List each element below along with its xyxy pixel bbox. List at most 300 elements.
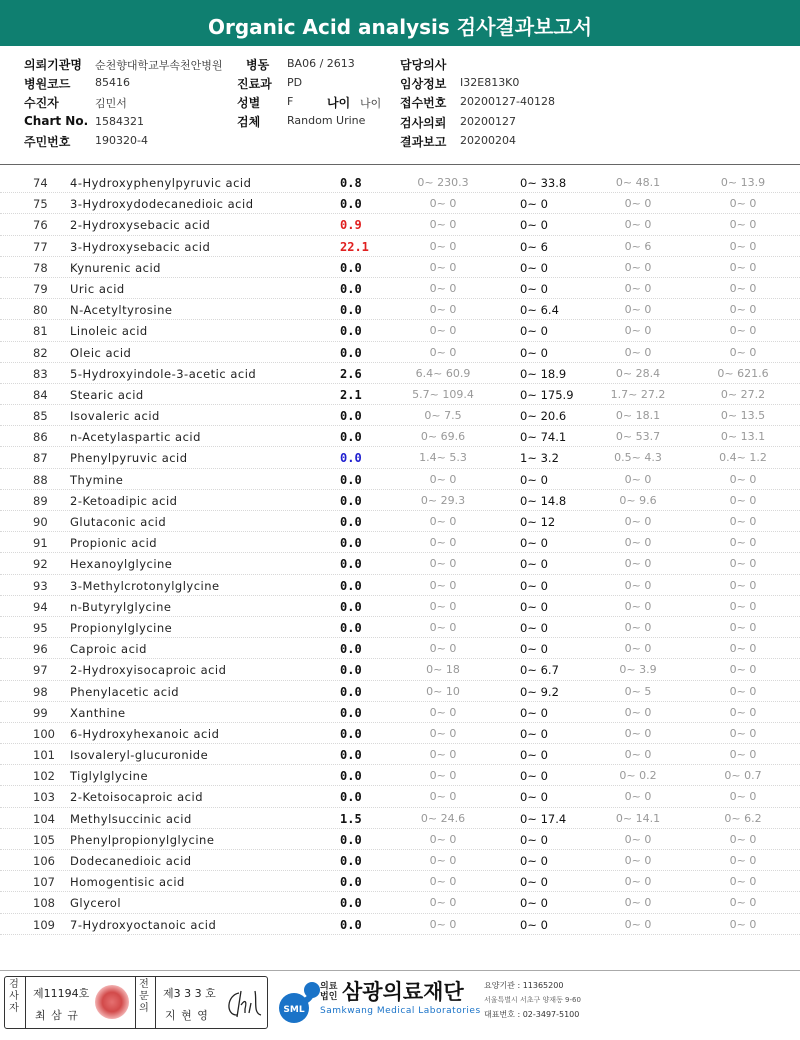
analyte-name: Isovaleryl-glucuronide xyxy=(70,748,209,763)
reference-range-1: 5.7~ 109.4 xyxy=(412,387,474,401)
reference-range-2: 0~ 0 xyxy=(520,557,548,572)
report-date-value: 20200204 xyxy=(460,134,516,147)
analyte-name: Phenylacetic acid xyxy=(70,684,180,699)
row-number: 80 xyxy=(33,303,48,318)
analyte-name: Propionic acid xyxy=(70,536,158,551)
table-row xyxy=(0,405,800,426)
result-value: 1.5 xyxy=(340,811,362,826)
row-number: 74 xyxy=(33,176,48,190)
org-address: 서울특별시 서초구 양재동 9-60 xyxy=(484,996,581,1004)
reference-range-3: 0~ 0 xyxy=(624,260,652,274)
reference-range-2: 0~ 6 xyxy=(520,239,548,254)
reference-range-2: 0~ 0 xyxy=(520,769,548,784)
result-value: 0.0 xyxy=(340,599,362,614)
reference-range-2: 0~ 6.7 xyxy=(520,663,559,678)
table-row xyxy=(0,596,800,617)
footer-divider xyxy=(0,970,800,971)
reference-range-4: 0~ 0 xyxy=(729,578,757,592)
reference-range-2: 0~ 0 xyxy=(520,599,548,614)
reference-range-4: 0~ 0 xyxy=(729,218,757,232)
reference-range-1: 0~ 0 xyxy=(429,917,457,931)
reference-range-4: 0~ 13.1 xyxy=(720,430,766,444)
reference-range-1: 0~ 0 xyxy=(429,239,457,253)
table-row xyxy=(0,172,800,193)
table-row xyxy=(0,447,800,468)
hospital-code-value: 85416 xyxy=(95,76,130,89)
reference-range-3: 0~ 0 xyxy=(624,324,652,338)
examiner-vertical-label: 검사자 xyxy=(9,979,19,1014)
logo-abbr: SML xyxy=(283,1005,305,1015)
result-value: 0.0 xyxy=(340,620,362,635)
row-number: 83 xyxy=(33,366,48,381)
reference-range-4: 0~ 621.6 xyxy=(717,366,769,380)
reference-range-2: 0~ 6.4 xyxy=(520,303,559,318)
reference-range-1: 0~ 0 xyxy=(429,620,457,634)
reference-range-1: 0~ 0 xyxy=(429,726,457,740)
result-value: 0.0 xyxy=(340,409,362,424)
reference-range-3: 0~ 9.6 xyxy=(619,493,657,507)
reference-range-3: 0~ 0 xyxy=(624,896,652,910)
reference-range-1: 0~ 0 xyxy=(429,790,457,804)
table-row xyxy=(0,638,800,659)
reference-range-2: 0~ 0 xyxy=(520,345,548,360)
result-value: 0.0 xyxy=(340,324,362,339)
table-row xyxy=(0,236,800,257)
reference-range-1: 0~ 10 xyxy=(426,684,460,698)
result-value: 2.1 xyxy=(340,387,362,402)
row-number: 105 xyxy=(33,832,55,847)
reference-range-2: 0~ 0 xyxy=(520,218,548,233)
row-number: 109 xyxy=(33,917,55,932)
result-value: 0.0 xyxy=(340,790,362,805)
reference-range-4: 0~ 0 xyxy=(729,324,757,338)
reference-range-4: 0~ 0.7 xyxy=(724,769,762,783)
analyte-name: 2-Hydroxysebacic acid xyxy=(70,218,211,233)
receipt-label: 접수번호 xyxy=(400,96,447,110)
reference-range-2: 0~ 0 xyxy=(520,705,548,720)
reference-range-2: 0~ 0 xyxy=(520,324,548,339)
table-row xyxy=(0,659,800,680)
row-number: 96 xyxy=(33,642,48,657)
reference-range-1: 0~ 0 xyxy=(429,578,457,592)
reference-range-1: 0~ 0 xyxy=(429,324,457,338)
result-value: 0.0 xyxy=(340,430,362,445)
result-value: 0.0 xyxy=(340,281,362,296)
age-value: 나이 xyxy=(360,97,382,110)
report-title: Organic Acid analysis 검사결과보고서 xyxy=(0,0,800,46)
clinical-label: 임상정보 xyxy=(400,77,447,91)
reference-range-3: 0~ 14.1 xyxy=(615,811,661,825)
result-value: 0.0 xyxy=(340,557,362,572)
row-number: 93 xyxy=(33,578,48,593)
reference-range-3: 0~ 0 xyxy=(624,578,652,592)
result-value: 0.0 xyxy=(340,748,362,763)
reference-range-3: 0~ 0 xyxy=(624,515,652,528)
table-row xyxy=(0,384,800,405)
reference-range-2: 0~ 0 xyxy=(520,260,548,275)
reference-range-4: 0.4~ 1.2 xyxy=(719,451,767,465)
table-row xyxy=(0,342,800,363)
reference-range-1: 0~ 0 xyxy=(429,260,457,274)
table-row xyxy=(0,617,800,638)
result-value: 0.0 xyxy=(340,515,362,529)
reference-range-3: 0~ 0 xyxy=(624,281,652,295)
result-value: 0.0 xyxy=(340,303,362,318)
divider xyxy=(135,977,136,1028)
reference-range-3: 0~ 0 xyxy=(624,620,652,634)
analyte-name: 2-Ketoisocaproic acid xyxy=(70,790,203,805)
reference-range-2: 0~ 12 xyxy=(520,515,556,529)
reference-range-3: 0~ 0.2 xyxy=(619,769,657,783)
org-phone: 대표번호 : 02-3497-5100 xyxy=(484,1010,580,1019)
reference-range-4: 0~ 0 xyxy=(729,472,757,486)
reference-range-2: 0~ 0 xyxy=(520,917,548,932)
reference-range-3: 0~ 0 xyxy=(624,472,652,486)
reference-range-3: 0~ 18.1 xyxy=(615,409,661,423)
id-value: 190320-4 xyxy=(95,134,148,147)
reference-range-2: 0~ 0 xyxy=(520,726,548,741)
reference-range-4: 0~ 0 xyxy=(729,705,757,719)
specialist-license-no: 제3 3 3 호 xyxy=(163,987,216,1000)
ward-label: 병동 xyxy=(246,58,270,72)
row-number: 99 xyxy=(33,705,48,720)
result-value: 0.9 xyxy=(340,218,362,233)
row-number: 98 xyxy=(33,684,48,699)
reference-range-1: 0~ 0 xyxy=(429,854,457,867)
result-value: 0.0 xyxy=(340,896,362,911)
reference-range-4: 0~ 0 xyxy=(729,557,757,571)
reference-range-3: 0~ 0 xyxy=(624,599,652,613)
row-number: 76 xyxy=(33,218,48,233)
reference-range-2: 0~ 0 xyxy=(520,854,548,868)
analyte-name: 2-Ketoadipic acid xyxy=(70,493,178,508)
sex-label: 성별 xyxy=(237,96,261,110)
reference-range-3: 0~ 0 xyxy=(624,218,652,232)
reference-range-2: 0~ 0 xyxy=(520,748,548,763)
row-number: 79 xyxy=(33,281,48,296)
row-number: 108 xyxy=(33,896,55,911)
table-row xyxy=(0,681,800,702)
analyte-name: Xanthine xyxy=(70,705,126,720)
table-row xyxy=(0,914,800,935)
analyte-name: 7-Hydroxyoctanoic acid xyxy=(70,917,217,932)
reference-range-4: 0~ 0 xyxy=(729,875,757,889)
examiner-license-no: 제11194호 xyxy=(33,987,90,1000)
analyte-name: 2-Hydroxyisocaproic acid xyxy=(70,663,227,678)
row-number: 101 xyxy=(33,748,55,763)
reference-range-1: 6.4~ 60.9 xyxy=(415,366,471,380)
reference-range-3: 0~ 0 xyxy=(624,790,652,804)
reference-range-1: 1.4~ 5.3 xyxy=(419,451,467,465)
analyte-name: Phenylpropionylglycine xyxy=(70,832,215,847)
org-code: 요양기관 : 11365200 xyxy=(484,981,564,990)
analyte-name: Dodecanedioic acid xyxy=(70,854,192,868)
reference-range-2: 0~ 0 xyxy=(520,578,548,593)
analyte-name: n-Acetylaspartic acid xyxy=(70,430,201,445)
reference-range-4: 0~ 0 xyxy=(729,790,757,804)
analyte-name: Glutaconic acid xyxy=(70,515,167,529)
reference-range-3: 1.7~ 27.2 xyxy=(610,387,666,401)
reference-range-2: 0~ 0 xyxy=(520,620,548,635)
reference-range-1: 0~ 0 xyxy=(429,472,457,486)
table-row xyxy=(0,193,800,214)
reference-range-4: 0~ 0 xyxy=(729,281,757,295)
result-value: 0.0 xyxy=(340,472,362,487)
result-value: 0.0 xyxy=(340,493,362,508)
analyte-name: Hexanoylglycine xyxy=(70,557,173,572)
reference-range-4: 0~ 0 xyxy=(729,197,757,211)
reference-range-1: 0~ 0 xyxy=(429,281,457,295)
table-row xyxy=(0,553,800,574)
reference-range-1: 0~ 24.6 xyxy=(420,811,466,825)
row-number: 103 xyxy=(33,790,55,805)
reference-range-2: 0~ 0 xyxy=(520,642,548,657)
analyte-name: Uric acid xyxy=(70,281,125,296)
table-row xyxy=(0,871,800,892)
row-number: 90 xyxy=(33,515,48,529)
reference-range-4: 0~ 0 xyxy=(729,345,757,359)
dept-label: 진료과 xyxy=(237,77,272,91)
reference-range-3: 0~ 0 xyxy=(624,854,652,867)
reference-range-3: 0~ 3.9 xyxy=(619,663,657,677)
reference-range-4: 0~ 0 xyxy=(729,917,757,931)
doctor-label: 담당의사 xyxy=(400,58,447,72)
reference-range-3: 0~ 0 xyxy=(624,726,652,740)
analyte-name: Isovaleric acid xyxy=(70,409,160,424)
patient-info-panel xyxy=(0,46,800,165)
reference-range-4: 0~ 27.2 xyxy=(720,387,766,401)
row-number: 107 xyxy=(33,875,55,890)
reference-range-3: 0~ 48.1 xyxy=(615,176,661,189)
reference-range-2: 0~ 0 xyxy=(520,896,548,911)
patient-value: 김민서 xyxy=(95,97,127,110)
table-row xyxy=(0,744,800,765)
reference-range-2: 0~ 17.4 xyxy=(520,811,567,826)
result-value: 0.0 xyxy=(340,854,362,868)
table-row xyxy=(0,765,800,786)
row-number: 102 xyxy=(33,769,55,784)
reference-range-2: 0~ 0 xyxy=(520,790,548,805)
specialist-vertical-label: 전문의 xyxy=(139,979,149,1014)
reference-range-4: 0~ 6.2 xyxy=(724,811,762,825)
reference-range-3: 0~ 0 xyxy=(624,345,652,359)
reference-range-3: 0~ 53.7 xyxy=(615,430,661,444)
analyte-name: 5-Hydroxyindole-3-acetic acid xyxy=(70,366,257,381)
table-row xyxy=(0,532,800,553)
table-row xyxy=(0,320,800,341)
row-number: 75 xyxy=(33,197,48,212)
row-number: 89 xyxy=(33,493,48,508)
org-prefix: 의료법인 xyxy=(320,982,338,1002)
reference-range-4: 0~ 13.5 xyxy=(720,409,766,423)
table-row xyxy=(0,214,800,235)
table-row xyxy=(0,257,800,278)
analyte-name: N-Acetyltyrosine xyxy=(70,303,173,318)
reference-range-1: 0~ 0 xyxy=(429,345,457,359)
reference-range-1: 0~ 0 xyxy=(429,896,457,910)
reference-range-1: 0~ 69.6 xyxy=(420,430,466,444)
row-number: 86 xyxy=(33,430,48,445)
reference-range-1: 0~ 0 xyxy=(429,536,457,550)
reference-range-3: 0~ 0 xyxy=(624,875,652,889)
row-number: 106 xyxy=(33,854,55,868)
row-number: 95 xyxy=(33,620,48,635)
analyte-name: Oleic acid xyxy=(70,345,132,360)
reference-range-1: 0~ 29.3 xyxy=(420,493,466,507)
reference-range-2: 0~ 0 xyxy=(520,472,548,487)
examiner-name: 최 삼 규 xyxy=(35,1009,79,1022)
analyte-name: Homogentisic acid xyxy=(70,875,185,890)
analyte-name: 3-Methylcrotonylglycine xyxy=(70,578,220,593)
table-row xyxy=(0,363,800,384)
reference-range-1: 0~ 0 xyxy=(429,705,457,719)
divider xyxy=(25,977,26,1028)
row-number: 81 xyxy=(33,324,48,339)
org-name: 삼광의료재단 xyxy=(342,980,464,1004)
analyte-name: Linoleic acid xyxy=(70,324,148,339)
reference-range-3: 0.5~ 4.3 xyxy=(614,451,662,465)
table-row xyxy=(0,723,800,744)
id-label: 주민번호 xyxy=(24,135,71,149)
reference-range-1: 0~ 0 xyxy=(429,515,457,528)
analyte-name: Glycerol xyxy=(70,896,122,911)
row-number: 97 xyxy=(33,663,48,678)
signature-icon xyxy=(223,987,263,1021)
patient-label: 수진자 xyxy=(24,96,59,110)
analyte-name: n-Butyrylglycine xyxy=(70,599,172,614)
reference-range-2: 0~ 0 xyxy=(520,832,548,847)
reference-range-1: 0~ 7.5 xyxy=(424,409,462,423)
reference-range-4: 0~ 0 xyxy=(729,260,757,274)
report-date-label: 결과보고 xyxy=(400,135,447,149)
row-number: 85 xyxy=(33,409,48,424)
row-number: 84 xyxy=(33,387,48,402)
table-row xyxy=(0,469,800,490)
analyte-name: 6-Hydroxyhexanoic acid xyxy=(70,726,220,741)
analyte-name: 3-Hydroxydodecanedioic acid xyxy=(70,197,254,212)
reference-range-3: 0~ 0 xyxy=(624,748,652,762)
reference-range-3: 0~ 0 xyxy=(624,917,652,931)
table-row xyxy=(0,511,800,532)
reference-range-2: 0~ 9.2 xyxy=(520,684,559,699)
reference-range-3: 0~ 0 xyxy=(624,832,652,846)
reference-range-1: 0~ 18 xyxy=(426,663,460,677)
reference-range-3: 0~ 0 xyxy=(624,705,652,719)
reference-range-3: 0~ 28.4 xyxy=(615,366,661,380)
table-row xyxy=(0,575,800,596)
result-value: 0.0 xyxy=(340,260,362,275)
chart-no-value: 1584321 xyxy=(95,115,144,128)
reference-range-1: 0~ 0 xyxy=(429,832,457,846)
table-row xyxy=(0,490,800,511)
reference-range-4: 0~ 0 xyxy=(729,726,757,740)
reference-range-2: 0~ 0 xyxy=(520,197,548,212)
row-number: 94 xyxy=(33,599,48,614)
reference-range-4: 0~ 0 xyxy=(729,620,757,634)
row-number: 100 xyxy=(33,726,55,741)
reference-range-1: 0~ 230.3 xyxy=(417,176,469,189)
reference-range-1: 0~ 0 xyxy=(429,642,457,656)
results-table xyxy=(0,172,800,935)
reference-range-4: 0~ 0 xyxy=(729,832,757,846)
result-value: 0.0 xyxy=(340,726,362,741)
reference-range-3: 0~ 6 xyxy=(624,239,652,253)
analyte-name: Stearic acid xyxy=(70,387,144,402)
result-value: 0.0 xyxy=(340,832,362,847)
reference-range-3: 0~ 0 xyxy=(624,642,652,656)
reference-range-3: 0~ 5 xyxy=(624,684,652,698)
dept-value: PD xyxy=(287,76,303,89)
reference-range-4: 0~ 0 xyxy=(729,599,757,613)
row-number: 77 xyxy=(33,239,48,254)
reference-range-2: 0~ 33.8 xyxy=(520,176,567,190)
reference-range-4: 0~ 0 xyxy=(729,642,757,656)
analyte-name: Methylsuccinic acid xyxy=(70,811,192,826)
row-number: 88 xyxy=(33,472,48,487)
result-value: 0.0 xyxy=(340,663,362,678)
result-value: 0.0 xyxy=(340,705,362,720)
sex-value: F xyxy=(287,95,294,108)
signature-box xyxy=(4,976,268,1029)
specimen-value: Random Urine xyxy=(287,114,366,127)
ward-value: BA06 / 2613 xyxy=(287,57,355,70)
row-number: 91 xyxy=(33,536,48,551)
row-number: 82 xyxy=(33,345,48,360)
result-value: 0.0 xyxy=(340,917,362,932)
analyte-name: 4-Hydroxyphenylpyruvic acid xyxy=(70,176,252,190)
reference-range-4: 0~ 0 xyxy=(729,854,757,867)
table-row xyxy=(0,702,800,723)
request-label: 검사의뢰 xyxy=(400,116,447,130)
table-row xyxy=(0,850,800,871)
analyte-name: Thymine xyxy=(70,472,124,487)
result-value: 0.0 xyxy=(340,197,362,212)
result-value: 0.0 xyxy=(340,578,362,593)
result-value: 0.0 xyxy=(340,345,362,360)
reference-range-2: 0~ 175.9 xyxy=(520,387,574,402)
chart-no-label: Chart No. xyxy=(24,114,89,128)
result-value: 0.8 xyxy=(340,176,362,190)
reference-range-1: 0~ 0 xyxy=(429,303,457,317)
row-number: 78 xyxy=(33,260,48,275)
result-value: 0.0 xyxy=(340,875,362,890)
reference-range-2: 0~ 0 xyxy=(520,875,548,890)
reference-range-1: 0~ 0 xyxy=(429,599,457,613)
reference-range-3: 0~ 0 xyxy=(624,557,652,571)
reference-range-1: 0~ 0 xyxy=(429,557,457,571)
reference-range-4: 0~ 0 xyxy=(729,303,757,317)
result-value: 0.0 xyxy=(340,536,362,551)
reference-range-4: 0~ 0 xyxy=(729,493,757,507)
analyte-name: 3-Hydroxysebacic acid xyxy=(70,239,211,254)
reference-range-1: 0~ 0 xyxy=(429,748,457,762)
reference-range-4: 0~ 0 xyxy=(729,536,757,550)
analyte-name: Phenylpyruvic acid xyxy=(70,451,188,466)
reference-range-4: 0~ 0 xyxy=(729,748,757,762)
reference-range-1: 0~ 0 xyxy=(429,769,457,783)
specialist-name: 지 현 영 xyxy=(165,1009,209,1022)
result-value: 0.0 xyxy=(340,642,362,657)
request-value: 20200127 xyxy=(460,115,516,128)
reference-range-4: 0~ 0 xyxy=(729,663,757,677)
reference-range-1: 0~ 0 xyxy=(429,218,457,232)
reference-range-2: 0~ 14.8 xyxy=(520,493,567,508)
table-row xyxy=(0,808,800,829)
age-label: 나이 xyxy=(327,96,351,110)
divider xyxy=(155,977,156,1028)
table-row xyxy=(0,299,800,320)
row-number: 92 xyxy=(33,557,48,572)
